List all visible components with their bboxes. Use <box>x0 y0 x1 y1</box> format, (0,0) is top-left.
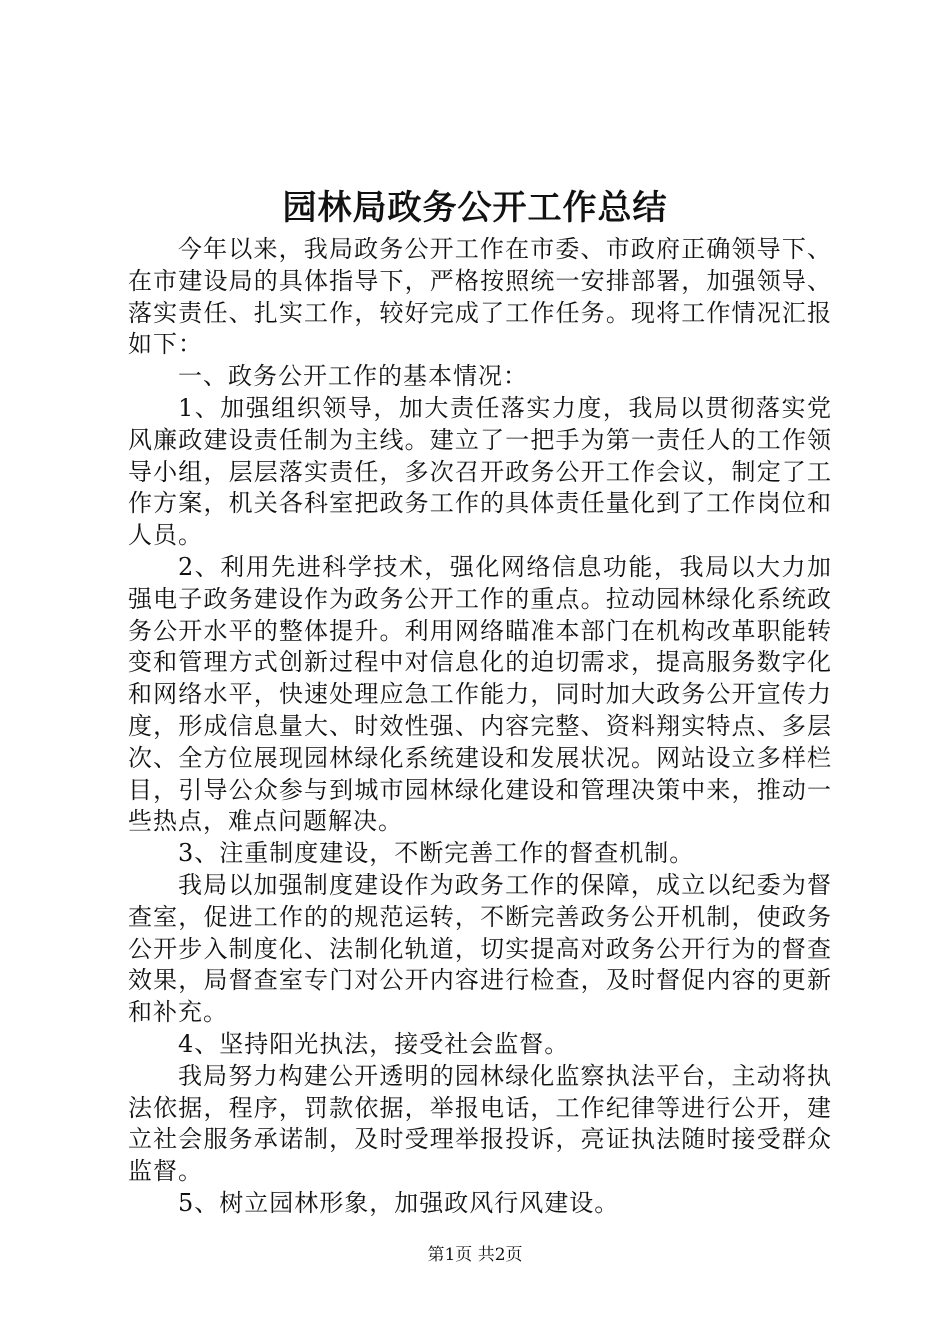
page-number-footer: 第1页 共2页 <box>427 1245 523 1265</box>
paragraph-item-2: 2、利用先进科学技术，强化网络信息功能，我局以大力加强电子政务建设作为政务公开工作的重点。拉动园林绿化系统政务公开水平的整体提升。利用网络瞄准本部门在机构改革职能转变和管理方式创新过程中对信息化的迫切需求，提高服务数字化和网络水平，快速处理应急工作能力，同时加大政务公开宣传力度，形成信息量大、时效性强、内容完整、资料翔实特点、多层次、全方位展现园林绿化系统建设和发展状况。网站设立多样栏目，引导公众参与到城市园林绿化建设和管理决策中来，推动一些热点，难点问题解决。 <box>128 552 832 836</box>
paragraph-item-5-heading: 5、树立园林形象，加强政风行风建设。 <box>178 1188 620 1217</box>
paragraph-item-3-heading: 3、注重制度建设，不断完善工作的督查机制。 <box>178 839 695 868</box>
paragraph-intro: 今年以来，我局政务公开工作在市委、市政府正确领导下、在市建设局的具体指导下，严格按照统一安排部署，加强领导、落实责任、扎实工作，较好完成了工作任务。现将工作情况汇报如下： <box>128 235 832 359</box>
section-heading-basic-situation: 一、政务公开工作的基本情况： <box>178 362 528 391</box>
paragraph-item-4-body: 我局努力构建公开透明的园林绿化监察执法平台，主动将执法依据，程序，罚款依据，举报电话，工作纪律等进行公开，建立社会服务承诺制，及时受理举报投诉，亮证执法随时接受群众监督。 <box>128 1061 832 1186</box>
paragraph-item-3-body: 我局以加强制度建设作为政务工作的保障，成立以纪委为督查室，促进工作的的规范运转，不断完善政务公开机制，使政务公开步入制度化、法制化轨道，切实提高对政务公开行为的督查效果，局督查室专门对公开内容进行检查，及时督促内容的更新和补充。 <box>128 870 832 1027</box>
paragraph-item-1: 1、加强组织领导，加大责任落实力度，我局以贯彻落实党风廉政建设责任制为主线。建立了一把手为第一责任人的工作领导小组，层层落实责任，多次召开政务公开工作会议，制定了工作方案，机关各科室把政务工作的具体责任量化到了工作岗位和人员。 <box>128 393 832 550</box>
paragraph-item-4-heading: 4、坚持阳光执法，接受社会监督。 <box>178 1029 570 1058</box>
document-title: 园林局政务公开工作总结 <box>282 188 668 228</box>
document-body <box>128 234 832 1220</box>
